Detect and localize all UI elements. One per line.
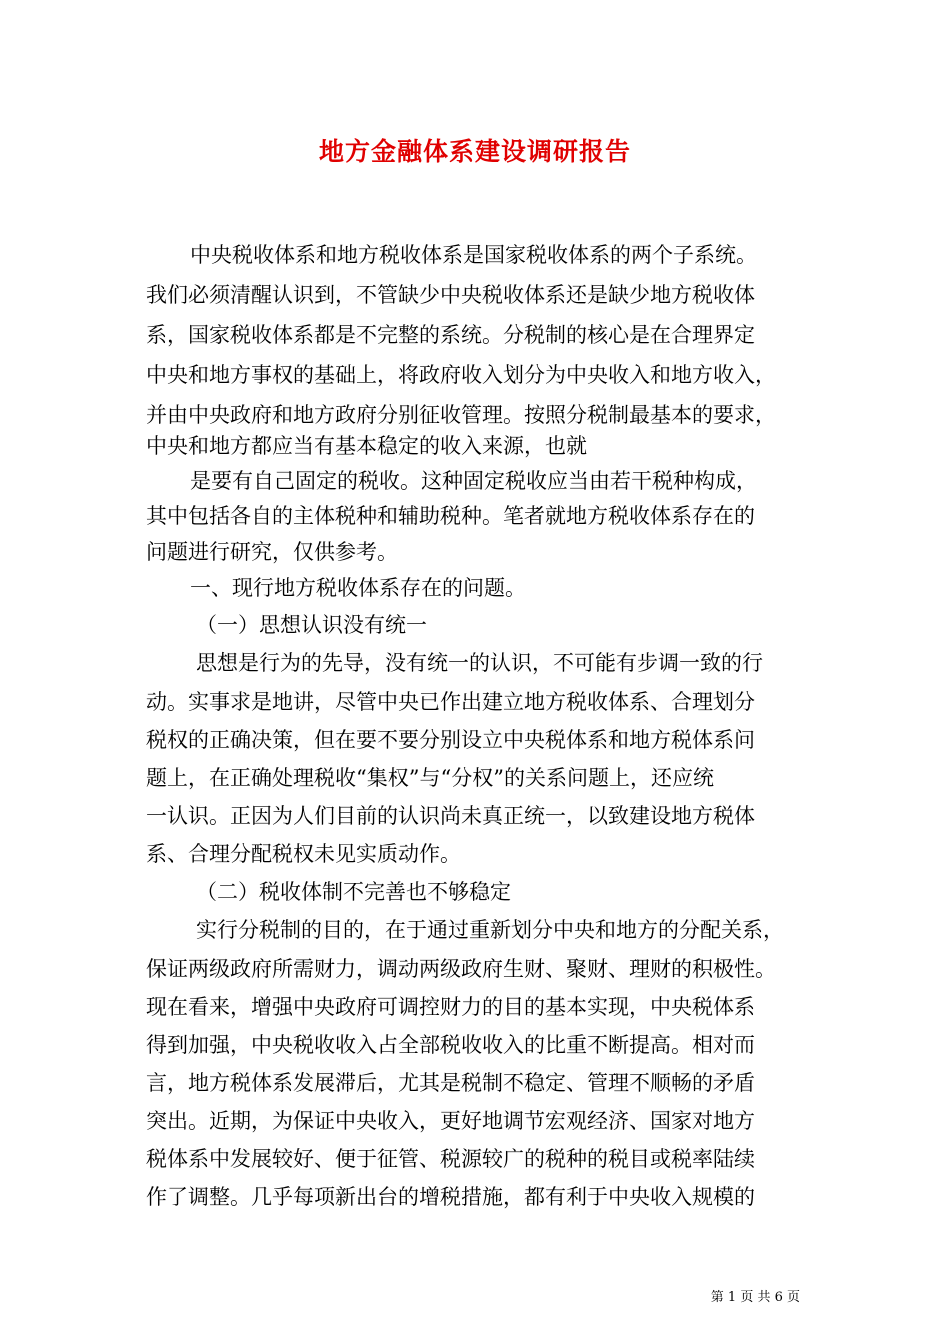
text-line: 作了调整。几乎每项新出台的增税措施，都有利于中央收入规模的 [146,1185,755,1209]
text-line: 保证两级政府所需财力，调动两级政府生财、聚财、理财的积极性。 [146,957,776,981]
text-line: 税权的正确决策，但在要不要分别设立中央税体系和地方税体系问 [146,728,755,752]
text-line: 是要有自己固定的税收。这种固定税收应当由若干税种构成， [190,469,757,493]
text-line: 言，地方税体系发展滞后，尤其是税制不稳定、管理不顺畅的矛盾 [146,1071,755,1095]
text-line: 实行分税制的目的，在于通过重新划分中央和地方的分配关系， [196,918,784,942]
page-title: 地方金融体系建设调研报告 [318,137,631,166]
text-line: 中央税收体系和地方税收体系是国家税收体系的两个子系统。 [190,243,757,267]
text-line: 问题进行研究，仅供参考。 [146,540,398,564]
subsection-heading: （二）税收体制不完善也不够稳定 [196,880,511,904]
text-line: 得到加强，中央税收收入占全部税收收入的比重不断提高。相对而 [146,1033,755,1057]
text-line: 并由中央政府和地方政府分别征收管理。按照分税制最基本的要求， [146,403,776,427]
text-line: 思想是行为的先导，没有统一的认识，不可能有步调一致的行 [196,651,763,675]
text-line: 我们必须清醒认识到，不管缺少中央税收体系还是缺少地方税收体 [146,283,755,307]
text-line: 系，国家税收体系都是不完整的系统。分税制的核心是在合理界定 [146,323,755,347]
text-line: 税体系中发展较好、便于征管、税源较广的税种的税目或税率陆续 [146,1147,755,1171]
text-line: 现在看来，增强中央政府可调控财力的目的基本实现，中央税体系 [146,995,755,1019]
text-line: 中央和地方都应当有基本稳定的收入来源，也就 [146,434,587,458]
text-line: 题上，在正确处理税收“集权”与“分权”的关系问题上，还应统 [146,766,714,790]
section-heading: 一、现行地方税收体系存在的问题。 [190,576,526,600]
text-line: 突出。近期，为保证中央收入，更好地调节宏观经济、国家对地方 [146,1109,755,1133]
page-number: 第 1 页 共 6 页 [710,1290,800,1305]
text-line: 一认识。正因为人们目前的认识尚未真正统一，以致建设地方税体 [146,804,755,828]
text-line: 动。实事求是地讲，尽管中央已作出建立地方税收体系、合理划分 [146,690,755,714]
text-line: 系、合理分配税权未见实质动作。 [146,842,461,866]
text-line: 中央和地方事权的基础上，将政府收入划分为中央收入和地方收入， [146,363,776,387]
subsection-heading: （一）思想认识没有统一 [196,613,427,637]
text-line: 其中包括各自的主体税种和辅助税种。笔者就地方税收体系存在的 [146,504,755,528]
